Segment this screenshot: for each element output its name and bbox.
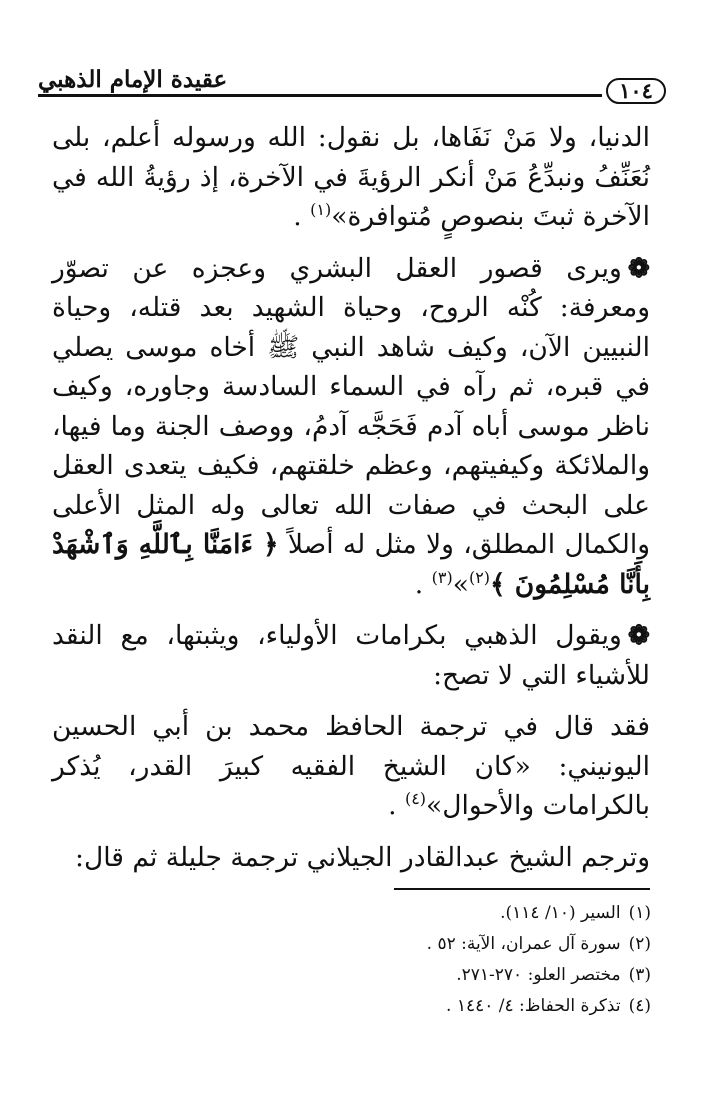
bullet-icon: ❁: [627, 252, 650, 284]
paragraph-5: [52, 838, 650, 878]
paragraph-1-text: الدنيا، ولا مَنْ نَفَاها، بل نقول: الله ورسوله أعلم، بلى نُعَنِّفُ ونبدِّعُ مَنْ أنكر الرؤيةَ في الآخرة، إذ رؤيةُ الله في الآخرة ثبتَ بنصوصٍ مُتوافرة»: [52, 122, 650, 232]
footnote-number: (٢): [628, 934, 651, 954]
footnote-text: سورة آل عمران، الآية: ٥٢ .: [426, 934, 621, 954]
paragraph-1-end: .: [293, 201, 302, 232]
footnote-rule: [394, 888, 650, 890]
footnote-text: السير (١٠/ ١١٤).: [500, 903, 621, 923]
footnote-number: (٤): [628, 996, 651, 1016]
footnote-item: [231, 929, 651, 960]
footnote-ref-2: (٢): [468, 567, 491, 587]
paragraph-4: [52, 707, 650, 826]
quote-close: »: [452, 568, 469, 600]
paragraph-3-text: ويقول الذهبي بكرامات الأولياء، ويثبتها، مع النقد للأشياء التي لا تصح:: [52, 620, 650, 691]
footnote-text: مختصر العلو: ٢٧٠-٢٧١.: [456, 965, 621, 985]
paragraph-4-end: .: [388, 790, 397, 821]
main-text: [52, 118, 650, 877]
paragraph-4-text: فقد قال في ترجمة الحافظ محمد بن أبي الحسين اليونيني: «كان الشيخ الفقيه كبيرَ القدر، يُذكر بالكرامات والأحوال»: [52, 711, 650, 821]
footnote-ref-1: (١): [310, 200, 332, 220]
paragraph-2: [52, 249, 650, 605]
footnote-item: [231, 960, 651, 991]
footnotes: [231, 898, 651, 1022]
footnote-ref-3: (٣): [431, 567, 453, 587]
header-rule: [38, 94, 602, 97]
running-title: عقيدة الإمام الذهبي: [38, 66, 228, 93]
footnote-number: (٣): [628, 965, 651, 985]
footnote-item: [231, 991, 651, 1022]
footnote-text: تذكرة الحفاظ: ٤/ ١٤٤٠ .: [446, 996, 621, 1016]
paragraph-2-end: .: [414, 568, 424, 600]
footnote-number: (١): [628, 903, 651, 923]
page-number: ١٠٤: [606, 78, 666, 104]
paragraph-5-text: وترجم الشيخ عبدالقادر الجيلاني ترجمة جليلة ثم قال:: [75, 841, 650, 873]
bullet-icon: ❁: [627, 620, 650, 651]
paragraph-1: [52, 118, 650, 237]
quran-verse: ﴿ ءَامَنَّا بِٱللَّهِ وَٱشْهَدْ بِأَنَّا مُسْلِمُونَ ﴾: [52, 529, 650, 600]
footnote-item: [231, 898, 651, 929]
footnote-ref-4: (٤): [404, 789, 427, 809]
paragraph-2-text: ويرى قصور العقل البشري وعجزه عن تصوّر ومعرفة: كُنْه الروح، وحياة الشهيد بعد قتله، وحياة النبيين الآن، وكيف شاهد النبي ﷺ أخاه موسى يصلي في قبره، ثم رآه في السماء السادسة وجاوره، وكيف ناظر موسى أباه آدم فَحَجَّه آدمُ، ووصف الجنة وما فيها، والملائكة وكيفيتهم، وعظم خلقتهم، فكيف يتعدى العقل على البحث في صفات الله تعالى وله المثل الأعلى والكمال المطلق، ولا مثل له أصلاً: [52, 252, 650, 560]
paragraph-3: [52, 616, 650, 695]
page-header: [38, 64, 666, 106]
